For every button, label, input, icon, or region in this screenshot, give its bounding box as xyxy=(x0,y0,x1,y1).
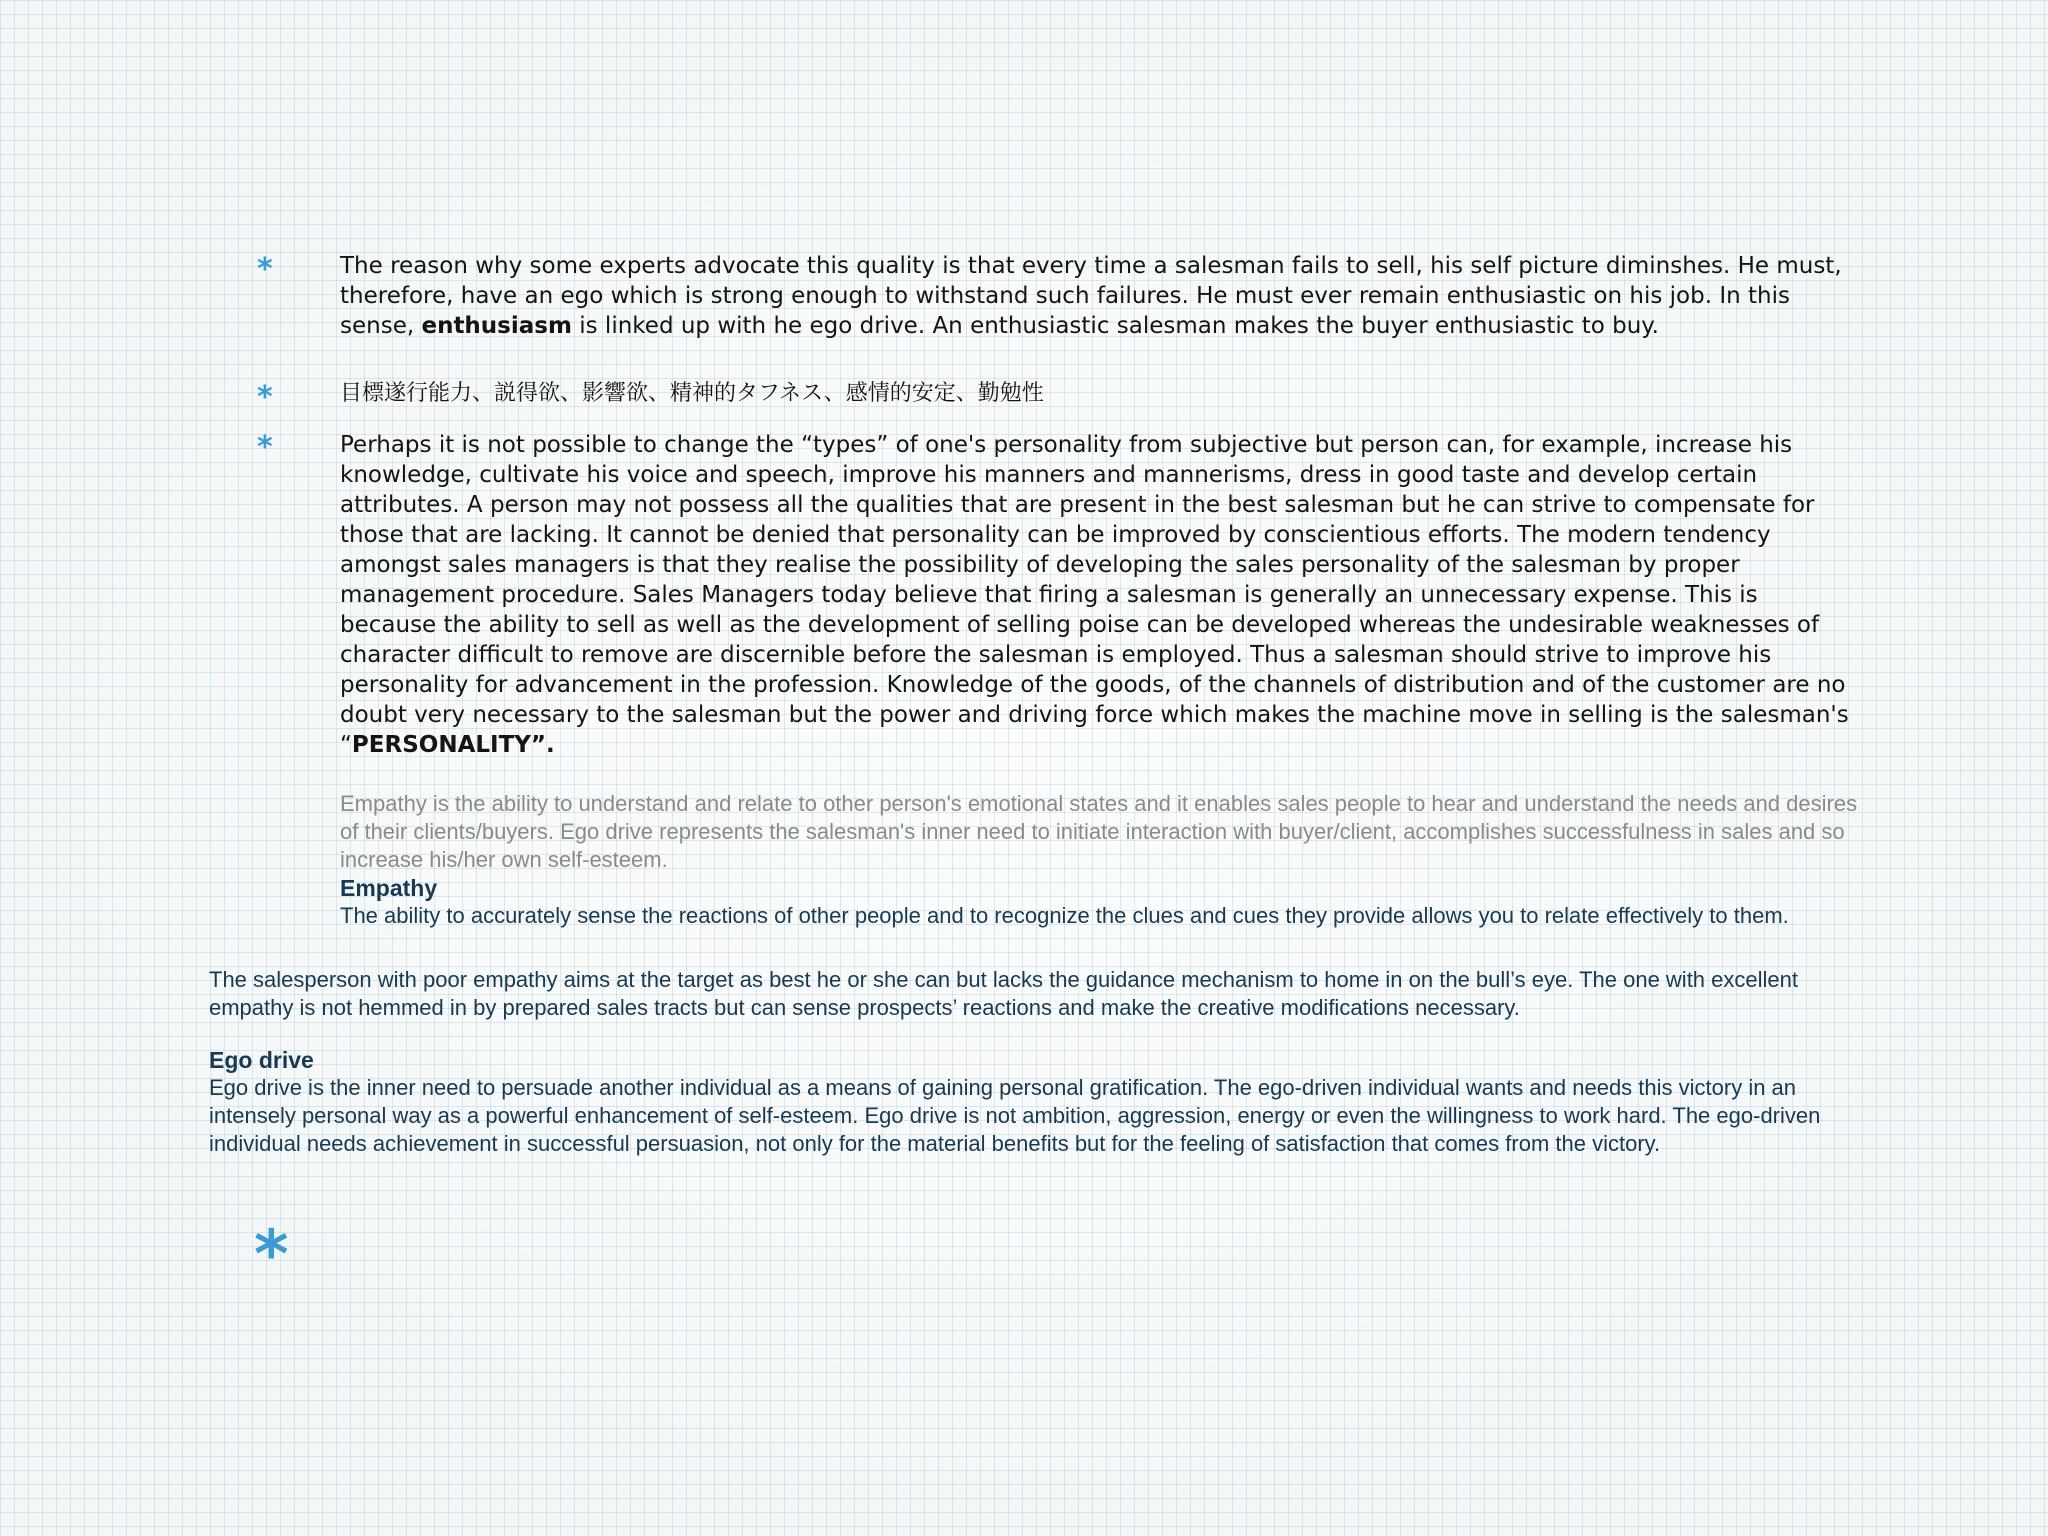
paragraph-japanese-traits: 目標遂行能力、説得欲、影響欲、精神的タフネス、感情的安定、勤勉性 xyxy=(340,381,1044,406)
empathy-detail: The salesperson with poor empathy aims at the target as best he or she can but lacks the guidance mechanism to home in on the bull’s eye. The one with excellent empathy is not hemmed in by prepared sales tracts but can sense prospects’ reactions and make the creative modifications necessary. xyxy=(209,967,1798,1020)
empathy-ego-summary: Empathy is the ability to understand and relate to other person's emotional states and it enables sales people to hear and understand the needs and desires of their clients/buyers. Ego drive represents the salesman's inner need to initiate interaction with buyer/client, accomplishes successfulness in sales and so increase his/her own self-esteem. xyxy=(340,791,1858,872)
bold-term-enthusiasm: enthusiasm xyxy=(421,313,572,339)
bullet-asterisk-icon: * xyxy=(254,1216,289,1293)
empathy-definition: The ability to accurately sense the reactions of other people and to recognize the clues and cues they provide allows you to relate effectively to them. xyxy=(340,903,1789,928)
bullet-asterisk-icon: * xyxy=(257,252,273,287)
ego-drive-heading: Ego drive xyxy=(209,1047,314,1073)
bullet-asterisk-icon: * xyxy=(257,380,273,415)
ego-drive-definition: Ego drive is the inner need to persuade another individual as a means of gaining personal gratification. The ego-driven individual wants and needs this victory in an intensely personal way as a powerful enhancement of self-esteem. Ego drive is not ambition, aggression, energy or even the willingness to work hard. The ego-driven individual needs achievement in successful persuasion, not only for the material benefits but for the feeling of satisfaction that comes from the victory. xyxy=(209,1075,1821,1156)
paragraph-text: Perhaps it is not possible to change the “types” of one's personality from subjective but person can, for example, increase his knowledge, cultivate his voice and speech, improve his manners and mannerisms, dress in good taste and develop certain attributes. A person may not possess all the qualities that are present in the best salesman but he can strive to compensate for those that are lacking. It cannot be denied that personality can be improved by conscientious efforts. The modern tendency amongst sales managers is that they realise the possibility of developing the sales personality of the salesman by proper management procedure. Sales Managers today believe that firing a salesman is generally an unnecessary expense. This is because the ability to sell as well as the development of selling poise can be developed whereas the undesirable weaknesses of character difficult to remove are discernible before the salesman is employed. Thus a salesman should strive to improve his personality for advancement in the profession. Knowledge of the goods, of the channels of distribution and of the customer are no doubt very necessary to the salesman but the power and driving force which makes the machine move in selling is the salesman's “ xyxy=(340,432,1849,758)
paragraph-enthusiasm xyxy=(340,251,1850,341)
bold-term-personality: PERSONALITY”. xyxy=(351,732,555,758)
empathy-heading: Empathy xyxy=(340,875,438,901)
ego-drive-section xyxy=(209,1046,1829,1158)
empathy-section xyxy=(340,874,1860,930)
paragraph-text: The reason why some experts advocate this quality is that every time a salesman fails to sell, his self picture diminshes. He must, therefore, have an ego which is strong enough to withstand such failures. He must ever remain enthusiastic on his job. In this sense, xyxy=(340,253,1842,339)
paragraph-text: is linked up with he ego drive. An enthusiastic salesman makes the buyer enthusiastic to buy. xyxy=(571,313,1659,339)
bullet-asterisk-icon: * xyxy=(257,430,273,465)
paragraph-personality xyxy=(340,430,1850,760)
